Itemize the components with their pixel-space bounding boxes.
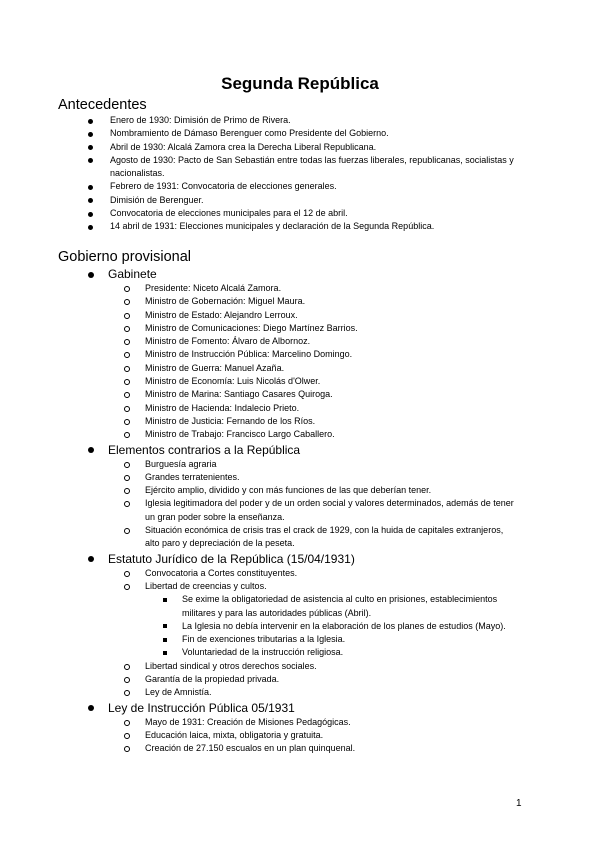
list-item-text: Libertad sindical y otros derechos sociales. (145, 660, 317, 671)
estatuto-sublist (182, 593, 520, 659)
instruccion-label: Ley de Instrucción Pública 05/1931 (108, 700, 295, 715)
list-item-text: Presidente: Niceto Alcalá Zamora. (145, 283, 282, 293)
list-item-text: Abril de 1930: Alcalá Zamora crea la Derecha Liberal Republicana. (110, 141, 377, 152)
circle-bullet-icon (124, 462, 130, 468)
list-item (110, 220, 520, 233)
bullet-icon (88, 119, 93, 124)
list-item (145, 415, 520, 428)
circle-bullet-icon (124, 419, 130, 425)
list-item (145, 716, 520, 729)
contrarios-list (145, 458, 520, 551)
bullet-icon (88, 132, 93, 137)
list-item (182, 593, 520, 620)
list-item (110, 141, 520, 154)
list-item-text: Dimisión de Berenguer. (110, 194, 204, 205)
circle-bullet-icon (124, 339, 130, 345)
list-item (145, 471, 520, 484)
circle-bullet-icon (124, 313, 130, 319)
estatuto-list (145, 567, 520, 660)
list-item-text: Ministro de Estado: Alejandro Lerroux. (145, 309, 298, 320)
bullet-icon (88, 145, 93, 150)
list-item-text: Voluntariedad de la instrucción religiosa. (182, 647, 344, 658)
list-item (182, 633, 520, 646)
list-item (145, 375, 520, 388)
circle-bullet-icon (124, 379, 130, 385)
bullet-icon (88, 225, 93, 230)
list-item-text: La Iglesia no debía intervenir en la elaboración de los planes de estudios (Mayo). (182, 620, 506, 631)
circle-bullet-icon (124, 720, 130, 726)
list-item-text: Grandes terratenientes. (145, 471, 240, 482)
list-item-text: Garantía de la propiedad privada. (145, 674, 280, 685)
list-item (145, 484, 520, 497)
list-item-text: Convocatoria a Cortes constituyentes. (145, 567, 298, 578)
list-item-text: Ministro de Economía: Luis Nicolás d'Olwer. (145, 376, 321, 387)
square-bullet-icon (163, 638, 167, 642)
list-item (145, 295, 520, 308)
circle-bullet-icon (124, 571, 130, 577)
list-item-text: Ministro de Hacienda: Indalecio Prieto. (145, 402, 300, 413)
estatuto-list-rest (145, 660, 520, 700)
circle-bullet-icon (124, 326, 130, 332)
list-item (110, 194, 520, 207)
gabinete-list (145, 282, 520, 442)
list-item-text: Ministro de Comunicaciones: Diego Martínez Barrios. (145, 322, 358, 333)
list-item (145, 524, 520, 551)
list-item-text: Ministro de Gobernación: Miguel Maura. (145, 296, 306, 307)
list-item-text: Libertad de creencias y cultos. (145, 580, 267, 591)
list-item-text: Nombramiento de Dámaso Berenguer como Presidente del Gobierno. (110, 128, 389, 139)
list-item (145, 497, 520, 524)
list-item (182, 620, 520, 633)
list-item (145, 309, 520, 322)
bullet-icon (88, 185, 93, 190)
gobierno-item-gabinete (58, 266, 538, 442)
list-item (145, 282, 520, 295)
list-item (110, 207, 520, 220)
list-item-text: Fin de exenciones tributarias a la Iglesia. (182, 634, 346, 645)
page-number: 1 (516, 798, 522, 809)
square-bullet-icon (163, 598, 167, 602)
list-item-text: Situación económica de crisis tras el crack de 1929, con la huida de capitales extranjeros, alto paro y depreciación de la peseta. (145, 525, 504, 549)
section-heading-antecedentes: Antecedentes (58, 97, 147, 113)
circle-bullet-icon (124, 733, 130, 739)
list-item-text: Se exime la obligatoriedad de asistencia al culto en prisiones, establecimientos militares y para las autoridades públicas (Abril). (182, 594, 498, 618)
list-item (145, 362, 520, 375)
estatuto-label: Estatuto Jurídico de la República (15/04/1931) (108, 551, 355, 566)
circle-bullet-icon (124, 475, 130, 481)
gobierno-item-estatuto (58, 551, 538, 700)
square-bullet-icon (163, 651, 167, 655)
list-item-text: Febrero de 1931: Convocatoria de elecciones generales. (110, 181, 337, 192)
circle-bullet-icon (124, 584, 130, 590)
list-item-text: Educación laica, mixta, obligatoria y gratuita. (145, 729, 324, 740)
list-item (145, 686, 520, 699)
list-item-text: Ministro de Fomento: Álvaro de Albornoz. (145, 336, 311, 347)
list-item (145, 428, 520, 441)
circle-bullet-icon (124, 366, 130, 372)
list-item (145, 660, 520, 673)
list-item (182, 646, 520, 659)
gabinete-label: Gabinete (108, 267, 157, 281)
list-item (145, 388, 520, 401)
bullet-icon (88, 556, 94, 562)
list-item (145, 322, 520, 335)
bullet-icon (88, 198, 93, 203)
page-title: Segunda República (221, 74, 379, 93)
list-item-text: Creación de 27.150 escualos en un plan quinquenal. (145, 743, 356, 754)
circle-bullet-icon (124, 677, 130, 683)
circle-bullet-icon (124, 528, 130, 534)
circle-bullet-icon (124, 392, 130, 398)
list-item (145, 335, 520, 348)
bullet-icon (88, 212, 93, 217)
list-item-text: Burguesía agraria (145, 458, 217, 469)
circle-bullet-icon (124, 501, 130, 507)
list-item (145, 458, 520, 471)
instruccion-list (145, 716, 520, 756)
list-item-text: Ministro de Trabajo: Francisco Largo Caballero. (145, 429, 335, 440)
gobierno-item-contrarios (58, 442, 538, 551)
list-item (145, 348, 520, 361)
circle-bullet-icon (124, 432, 130, 438)
list-item (110, 114, 520, 127)
circle-bullet-icon (124, 406, 130, 412)
bullet-icon (88, 158, 93, 163)
section-heading-gobierno: Gobierno provisional (58, 249, 191, 265)
list-item (145, 729, 520, 742)
list-item-text: 14 abril de 1931: Elecciones municipales y declaración de la Segunda República. (110, 221, 435, 232)
list-item-text: Iglesia legitimadora del poder y de un orden social y valores determinados, además de tener un gran poder sobre la enseñanza. (145, 498, 514, 522)
list-item-text: Ministro de Marina: Santiago Casares Quiroga. (145, 389, 333, 400)
list-item-text: Ejército amplio, dividido y con más funciones de las que deberían tener. (145, 485, 432, 496)
list-item-text: Ley de Amnistía. (145, 687, 212, 698)
list-item (145, 567, 520, 580)
circle-bullet-icon (124, 746, 130, 752)
gobierno-item-instruccion (58, 700, 538, 756)
gobierno-list (58, 266, 538, 756)
bullet-icon (88, 272, 94, 278)
list-item-text: Agosto de 1930: Pacto de San Sebastián entre todas las fuerzas liberales, republicanas, socialistas y nacionalistas. (110, 154, 514, 179)
list-item (145, 402, 520, 415)
circle-bullet-icon (124, 352, 130, 358)
circle-bullet-icon (124, 286, 130, 292)
list-item (110, 127, 520, 140)
list-item (145, 742, 520, 755)
antecedentes-list (110, 114, 520, 234)
list-item-text: Mayo de 1931: Creación de Misiones Pedagógicas. (145, 716, 351, 727)
list-item-text: Ministro de Guerra: Manuel Azaña. (145, 362, 285, 373)
list-item (145, 580, 520, 660)
circle-bullet-icon (124, 299, 130, 305)
list-item (110, 154, 520, 181)
square-bullet-icon (163, 624, 167, 628)
list-item (145, 673, 520, 686)
list-item-text: Ministro de Instrucción Pública: Marcelino Domingo. (145, 349, 353, 360)
list-item-text: Ministro de Justicia: Fernando de los Ríos. (145, 415, 316, 426)
list-item (110, 180, 520, 193)
list-item-text: Convocatoria de elecciones municipales para el 12 de abril. (110, 208, 348, 219)
circle-bullet-icon (124, 664, 130, 670)
circle-bullet-icon (124, 488, 130, 494)
contrarios-label: Elementos contrarios a la República (108, 442, 301, 457)
circle-bullet-icon (124, 690, 130, 696)
bullet-icon (88, 705, 94, 711)
list-item-text: Enero de 1930: Dimisión de Primo de Rivera. (110, 115, 291, 125)
bullet-icon (88, 447, 94, 453)
